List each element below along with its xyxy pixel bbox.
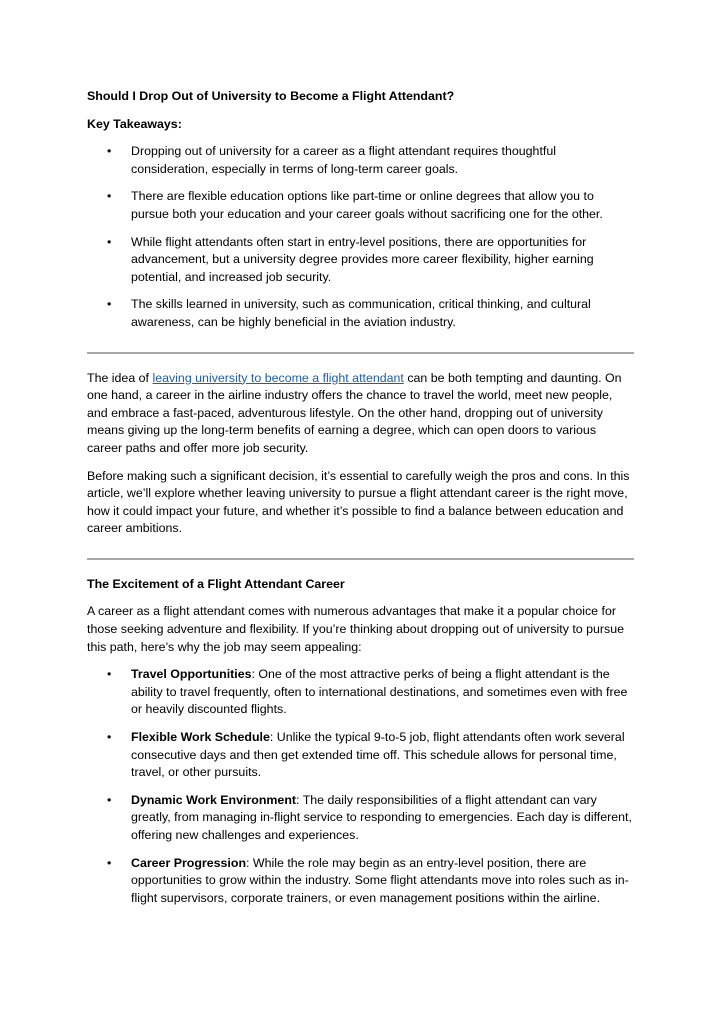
list-item [87, 296, 634, 331]
section-divider [87, 558, 634, 560]
list-item [87, 792, 634, 845]
intro-text-before-link: The idea of [87, 370, 153, 385]
bullet-icon: • [107, 144, 112, 159]
career-benefits-list [87, 666, 634, 907]
bullet-icon: • [107, 297, 112, 312]
key-takeaways-list [87, 143, 634, 331]
bullet-icon: • [107, 855, 112, 870]
benefit-text: : The daily responsibilities of a flight attendant can vary greatly, from managing in-flight service to responding to emergencies. Each day is different, offering new challenges and experiences. [131, 792, 632, 842]
intro-text-after-link: can be both tempting and daunting. On one hand, a career in the airline industry offers the chance to travel the world, meet new people, and embrace a fast-paced, adventurous lifestyle. On the other hand, dropping out of university means giving up the long-term benefits of earning a degree, which can open doors to various career paths and offer more job security. [87, 370, 622, 455]
benefit-term: Career Progression [131, 855, 247, 870]
flight-attendant-article-link[interactable]: leaving university to become a flight attendant [152, 370, 404, 385]
section-paragraph: A career as a flight attendant comes with numerous advantages that make it a popular choice for those seeking adventure and flexibility. If you’re thinking about dropping out of university to pursue this path, here’s why the job may seem appealing: [87, 604, 625, 654]
bullet-icon: • [107, 234, 112, 249]
takeaway-text: Dropping out of university for a career as a flight attendant requires thoughtful consideration, especially in terms of long-term career goals. [131, 144, 556, 176]
bullet-icon: • [107, 730, 112, 745]
bullet-icon: • [107, 792, 112, 807]
bullet-icon: • [107, 189, 112, 204]
list-item [87, 143, 634, 178]
benefit-term: Dynamic Work Environment [131, 792, 297, 807]
intro-paragraph-2: Before making such a significant decision, it’s essential to carefully weigh the pros and cons. In this article, we’ll explore whether leaving university to pursue a flight attendant career is the right move, how it could impact your future, and whether it’s possible to find a balance between education and career ambitions. [87, 468, 630, 536]
list-item [87, 729, 634, 782]
benefit-text: : While the role may begin as an entry-level position, there are opportunities to grow within the industry. Some flight attendants move into roles such as in-flight supervisors, corporate trainers, or even management positions within the airline. [131, 855, 629, 905]
list-item [87, 666, 634, 719]
list-item [87, 234, 634, 287]
section-heading: The Excitement of a Flight Attendant Career [87, 576, 345, 591]
list-item [87, 188, 634, 223]
benefit-term: Flexible Work Schedule [131, 730, 270, 745]
list-item [87, 855, 634, 908]
document-title: Should I Drop Out of University to Become a Flight Attendant? [87, 89, 455, 103]
benefit-text: : Unlike the typical 9-to-5 job, flight attendants often work several consecutive days and then get extended time off. This schedule allows for personal time, travel, or other pursuits. [131, 730, 625, 780]
takeaway-text: While flight attendants often start in entry-level positions, there are opportunities for advancement, but a university degree provides more career flexibility, higher earning potential, and increased job security. [131, 234, 594, 284]
takeaway-text: There are flexible education options like part-time or online degrees that allow you to pursue both your education and your career goals without sacrificing one for the other. [131, 189, 603, 221]
bullet-icon: • [107, 667, 112, 682]
benefit-term: Travel Opportunities [131, 667, 252, 682]
takeaway-text: The skills learned in university, such as communication, critical thinking, and cultural awareness, can be highly beneficial in the aviation industry. [131, 297, 591, 329]
section-divider [87, 352, 634, 354]
key-takeaways-heading: Key Takeaways: [87, 116, 182, 131]
benefit-text: : One of the most attractive perks of being a flight attendant is the ability to travel frequently, often to international destinations, and sometimes even with free or heavily discounted flights. [131, 667, 628, 717]
intro-paragraph-1 [87, 370, 634, 458]
